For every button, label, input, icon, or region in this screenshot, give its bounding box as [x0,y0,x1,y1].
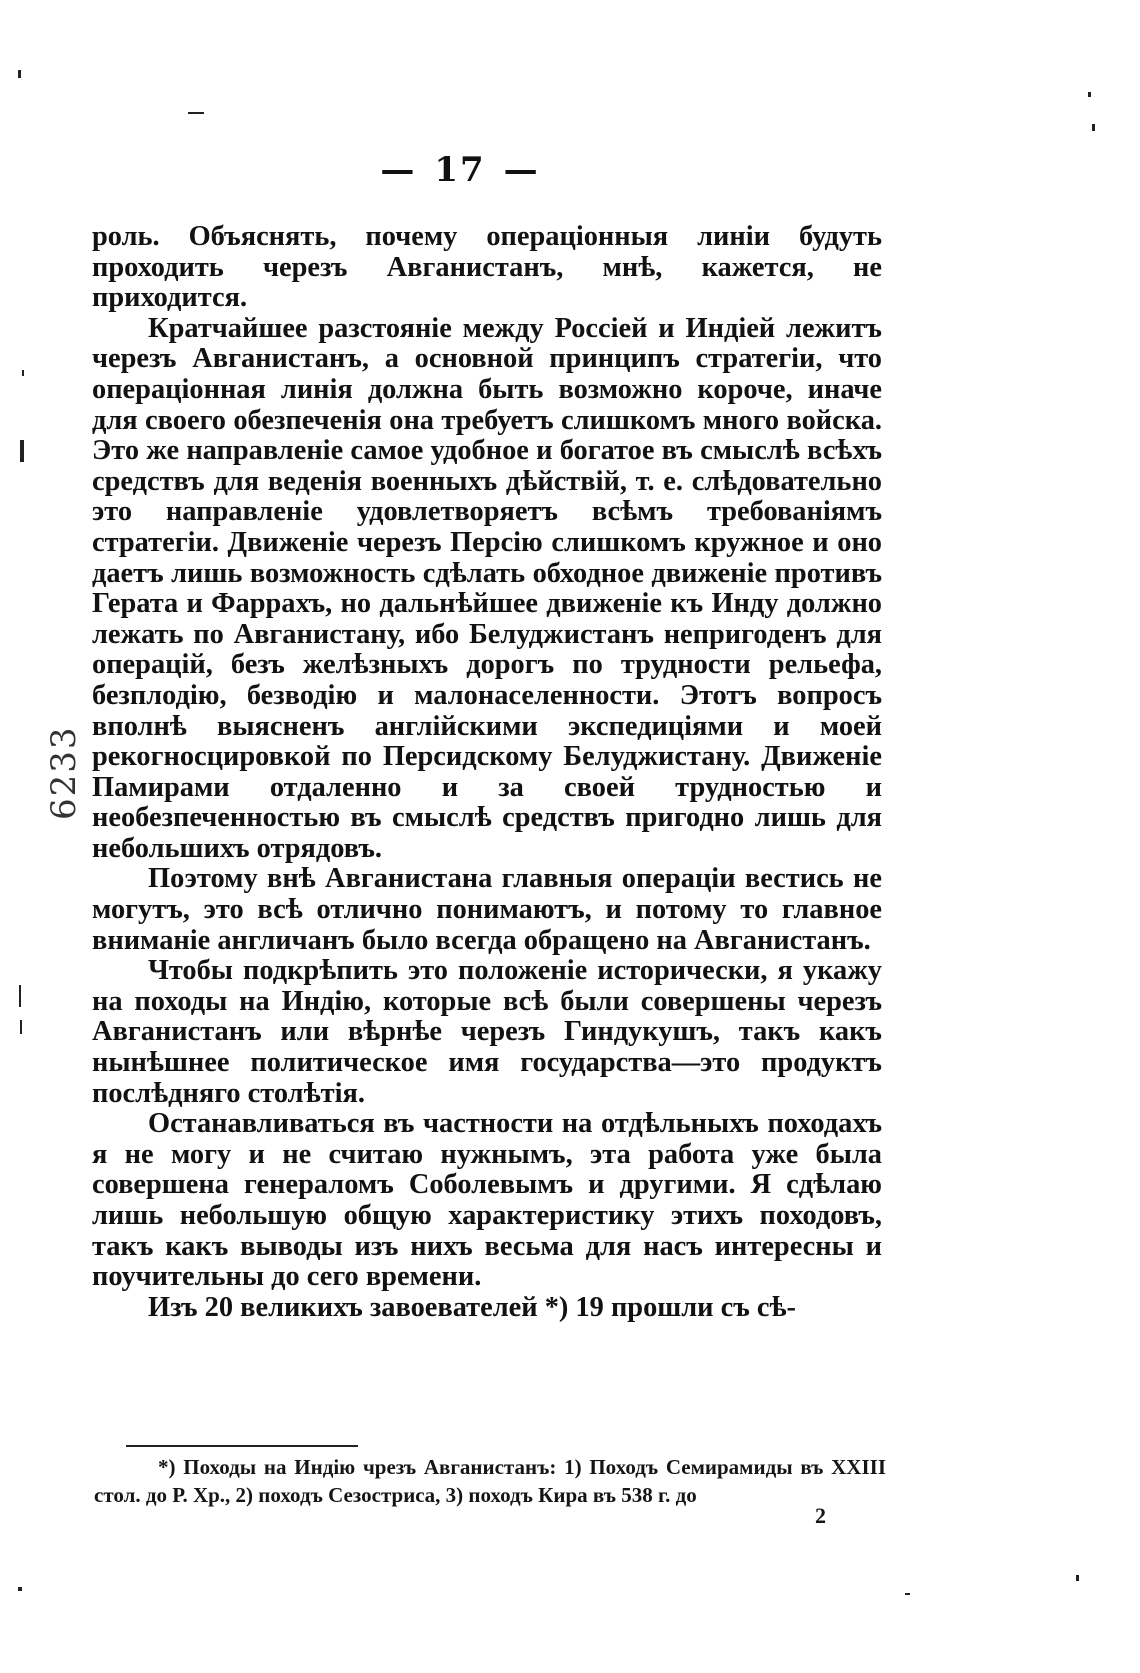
footnote-divider [126,1445,358,1447]
paragraph-6: Изъ 20 великихъ завоевателей *) 19 прошли съ сѣ- [148,1291,796,1323]
scan-speck [1088,92,1091,97]
scan-speck [188,112,204,114]
body-text [92,222,882,1323]
scan-speck [905,1593,910,1595]
scan-speck [1076,1575,1079,1581]
page-number: — 17 — [0,150,1030,190]
paragraph-4: Чтобы подкрѣпить это положеніе исторически, я укажу на походы на Индію, которые всѣ были совершены черезъ Авганистанъ или вѣрнѣе черезъ Гиндукушъ, такъ какъ нынѣшнее политическое имя государства—это продуктъ послѣдняго столѣтія. [92,955,882,1109]
scan-speck [1092,124,1095,131]
signature-mark: 2 [815,1503,826,1528]
margin-stamp: 6233 [44,725,84,820]
scan-speck [22,370,24,376]
footnote: *) Походы на Индію чрезъ Авганистанъ: 1) Походъ Семирамиды въ XXIII стол. до Р. Хр., 2) походъ Сезострисa, 3) походъ Кира въ 538 г. до [94,1455,886,1507]
scan-speck [20,440,24,462]
paragraph-5: Останавливаться въ частности на отдѣльныхъ походахъ я не могу и не считаю нужнымъ, эта работа уже была совершена генераломъ Соболевымъ и другими. Я сдѣлаю лишь небольшую общую характеристику этихъ походовъ, такъ какъ выводы изъ нихъ весьма для насъ интересны и поучительны до сего времени. [92,1108,882,1293]
paragraph-1: роль. Объяснять, почему операціонныя линіи будуть проходить черезъ Авганистанъ, мнѣ, кажется, не приходится. [92,221,882,314]
scan-speck [18,1587,22,1591]
paragraph-2: Кратчайшее разстояніе между Россіей и Индіей лежитъ черезъ Авганистанъ, а основной принципъ стратегіи, что операціонная линія должна быть возможно короче, иначе для своего обезпеченія она требуетъ слишкомъ много войска. Это же направленіе самое удобное и богатое въ смыслѣ всѣхъ средствъ для веденія военныхъ дѣйствій, т. е. слѣдовательно это направленіе удовлетворяетъ всѣмъ требованіямъ стратегіи. Движеніе черезъ Персію слишкомъ кружное и оно даетъ лишь возможность сдѣлать обходное движеніе противъ Герата и Фаррахъ, но дальнѣйшее движеніе къ Инду должно лежать по Авганистану, ибо Белуджистанъ непригоденъ для операцій, безъ желѣзныхъ дорогъ по трудности рельефа, безплодію, безводію и малонаселенности. Этотъ вопросъ вполнѣ выясненъ англійскими экспедиціями и моей рекогносцировкой по Персидскому Белуджистану. Движеніе Памирами отдаленно и за своей трудностью и необезпеченностью въ смыслѣ средствъ пригодно лишь для небольшихъ отрядовъ. [92,312,882,864]
scan-speck [20,1020,22,1034]
paragraph-3: Поэтому внѣ Авганистана главныя операціи вестись не могутъ, это всѣ отлично понимаютъ, и потому то главное вниманіе англичанъ было всегда обращено на Авганистанъ. [92,863,882,956]
scan-speck [19,985,21,1007]
scan-speck [18,70,21,78]
